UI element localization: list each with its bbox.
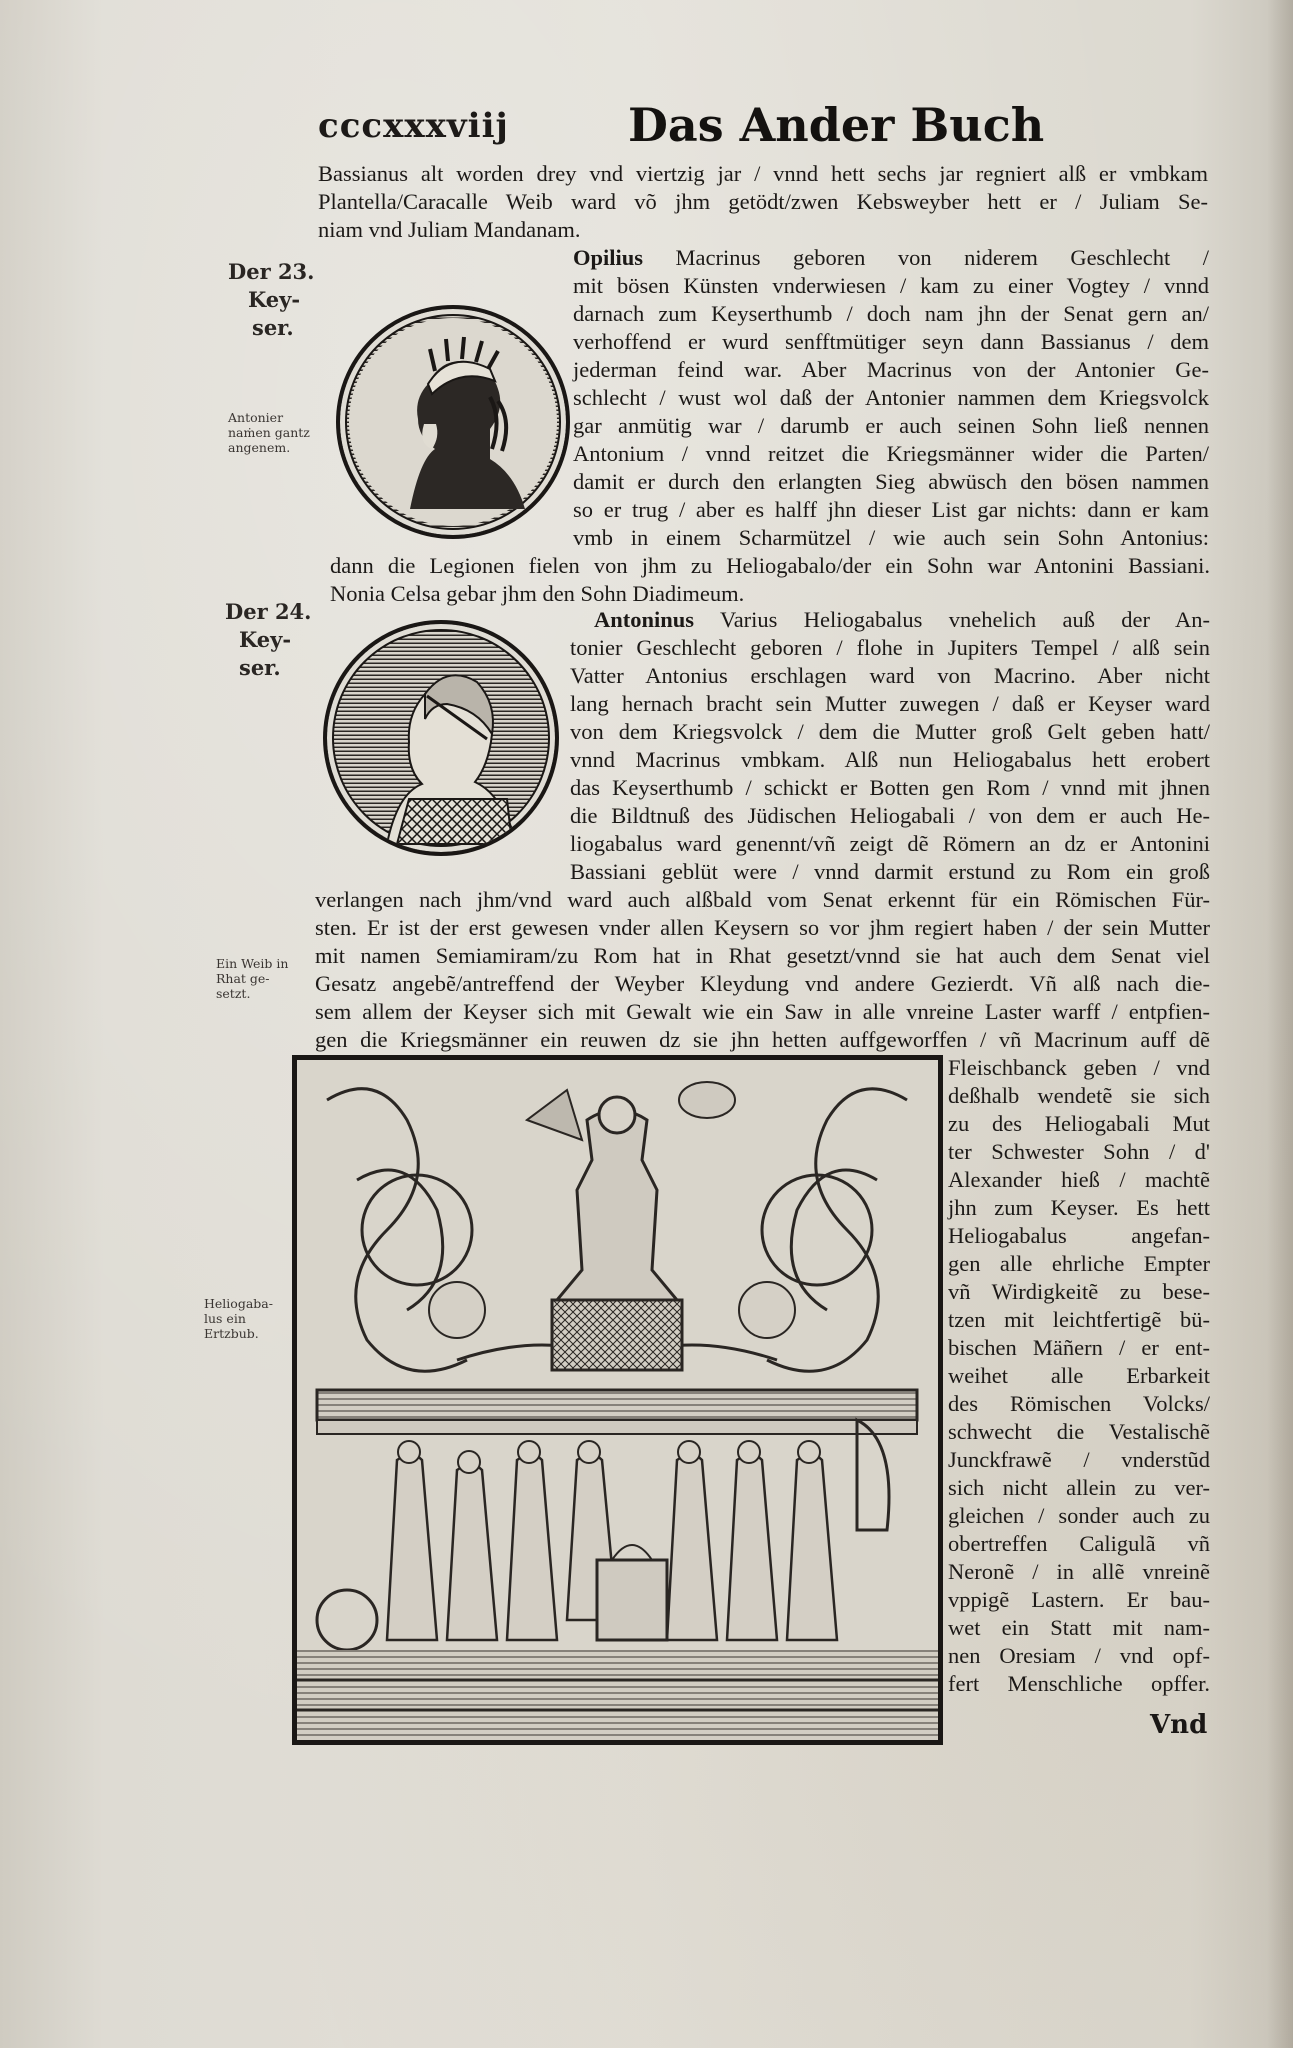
section-23-line: Antonium / vnnd reitzet die Kriegsmänner wider die Parten/ [573,441,1209,466]
section-23-wide-line: Nonia Celsa gebar jhm den Sohn Diadimeum. [330,581,745,606]
margin-label-24: Der 24. Key- ser. [225,599,312,680]
section-24-line: das Keyserthumb / schickt er Botten gen Rom / vnnd mit jhnen [570,775,1210,800]
column-line: vppigẽ Lastern. Er bau- [948,1587,1210,1612]
section-23-line: mit bösen Künsten vnderwiesen / kam zu einer Vogtey / vnnd [573,273,1209,298]
margin-note-weib-in-rhat: Ein Weib in Rhat ge- setzt. [216,956,289,1001]
column-line: zu des Heliogabali Mut [948,1111,1210,1136]
section-23-line: Opilius Macrinus geboren von niderem Geschlecht / [573,245,1209,270]
section-23-line: jederman feind war. Aber Macrinus von der Antonier Ge- [573,357,1209,382]
emperor-portrait-icon [327,624,555,852]
section-23-line: gar anmütig war / darumb er auch seinen Sohn ließ nennen [573,413,1209,438]
section-23-wide-line: dann die Legionen fielen von jhm zu Heliogabalo/der ein Sohn war Antonini Bassiani. [330,553,1210,578]
woodcut-sacrifice-scene [292,1055,943,1745]
column-line: bischen Mäñern / er ent- [948,1335,1210,1360]
section-24-line: Vatter Antonius erschlagen ward von Macrino. Aber nicht [570,663,1210,688]
column-line: obertreffen Caligulã vñ [948,1531,1210,1556]
column-line: weihet alle Erbarkeit [948,1363,1210,1388]
body-line: Plantella/Caracalle Weib ward võ jhm getödt/zwen Kebsweyber hett er / Juliam Se- [318,189,1208,214]
section-24-line: Antoninus Varius Heliogabalus vnehelich auß der An- [594,607,1210,632]
column-line: Alexander hieß / machtẽ [948,1167,1210,1192]
woodcut-illustration-icon [297,1060,938,1740]
section-24-wide-line: mit namen Semiamiram/zu Rom hat in Rhat gesetzt/vnnd sie hat auch dem Senat viel [315,943,1210,968]
column-line: fert Menschliche opffer. [948,1671,1210,1696]
section-24-wide-line: gen die Kriegsmänner ein reuwen dz sie jhn hetten auffgeworffen / vñ Macrinum auff dẽ [315,1027,1210,1052]
section-23-line: so er trug / aber es halff jhn dieser List gar nichts: dann er kam [573,497,1209,522]
section-24-wide-line: sem allem der Keyser sich mit Gewalt wie ein Saw in alle vnreine Laster warff / entpfien- [315,999,1210,1024]
section-24-line: von dem Kriegsvolck / dem die Mutter groß Gelt geben hatt/ [570,719,1210,744]
running-head: Das Ander Buch [628,98,1045,152]
section-24-line: liogabalus ward genennt/vñ zeigt dẽ Römern an dz er Antonini [570,831,1210,856]
column-line: Neronẽ / in allẽ vnreinẽ [948,1559,1210,1584]
portrait-medallion-macrinus [336,305,570,539]
column-line: gen alle ehrliche Empter [948,1251,1210,1276]
emperor-portrait-icon [340,309,566,535]
section-24-wide-line: sten. Er ist der erst gewesen vnder allen Keysern so vor jhm regiert haben / der sein Mutter [315,915,1210,940]
lead-word-opilius: Opilius [573,245,644,270]
column-line: deßhalb wendetẽ sie sich [948,1083,1210,1108]
column-line: schwecht die Vestalischẽ [948,1419,1210,1444]
margin-note-ertzbub: Heliogaba- lus ein Ertzbub. [204,1296,273,1341]
section-23-line: verhoffend er wurd senfftmütiger seyn dann Bassianus / dem [573,329,1209,354]
section-24-wide-line: verlangen nach jhm/vnd ward auch alßbald vom Senat erkennt für ein Römischen Für- [315,887,1210,912]
catchword: Vnd [1150,1710,1208,1740]
column-line: nen Oresiam / vnd opf- [948,1643,1210,1668]
section-24-line: tonier Geschlecht geboren / flohe in Jupiters Tempel / alß sein [570,635,1210,660]
lead-word-antoninus: Antoninus [594,607,695,632]
column-line: Heliogabalus angefan- [948,1223,1210,1248]
page-edge-shadow [1267,0,1293,2048]
margin-label-23: Der 23. Key- ser. [228,259,315,340]
column-line: Junckfrawẽ / vnderstũd [948,1447,1210,1472]
column-line: wet ein Statt mit nam- [948,1615,1210,1640]
section-23-line: darnach zum Keyserthumb / doch nam jhn der Senat gern an/ [573,301,1209,326]
section-23-line: damit er durch den erlangten Sieg abwüsch den bösen nammen [573,469,1209,494]
column-line: ter Schwester Sohn / d' [948,1139,1210,1164]
margin-note-antonier: Antonier naṁen gantz angenem. [228,410,310,455]
column-line: sich nicht allein zu ver- [948,1475,1210,1500]
column-line: vñ Wirdigkeitẽ zu bese- [948,1279,1210,1304]
section-24-line: Bassiani geblüt were / vnnd darmit erstund zu Rom ein groß [570,859,1210,884]
section-23-line: schlecht / wust wol daß der Antonier nammen dem Kriegsvolck [573,385,1209,410]
section-23-line: vmb in einem Scharmützel / wie auch sein Sohn Antonius: [573,525,1209,550]
column-line: des Römischen Volcks/ [948,1391,1210,1416]
section-24-line: lang hernach bracht sein Mutter zuwegen / daß er Keyser ward [570,691,1210,716]
column-line: gleichen / sonder auch zu [948,1503,1210,1528]
section-24-line: vnnd Macrinus vmbkam. Alß nun Heliogabalus hett erobert [570,747,1210,772]
body-line: niam vnd Juliam Mandanam. [318,217,581,242]
column-line: Fleischbanck geben / vnd [948,1055,1210,1080]
folio-number: cccxxxviij [318,106,509,146]
body-line: Bassianus alt worden drey vnd viertzig jar / vnnd hett sechs jar regniert alß er vmbkam [318,161,1208,186]
section-24-line: die Bildtnuß des Jüdischen Heliogabali / von dem er auch He- [570,803,1210,828]
column-line: jhn zum Keyser. Es hett [948,1195,1210,1220]
column-line: tzen mit leichtfertigẽ bü- [948,1307,1210,1332]
portrait-medallion-heliogabalus [323,620,559,856]
section-24-wide-line: Gesatz angebẽ/antreffend der Weyber Kleydung vnd andere Gezierdt. Vñ alß nach die- [315,971,1210,996]
